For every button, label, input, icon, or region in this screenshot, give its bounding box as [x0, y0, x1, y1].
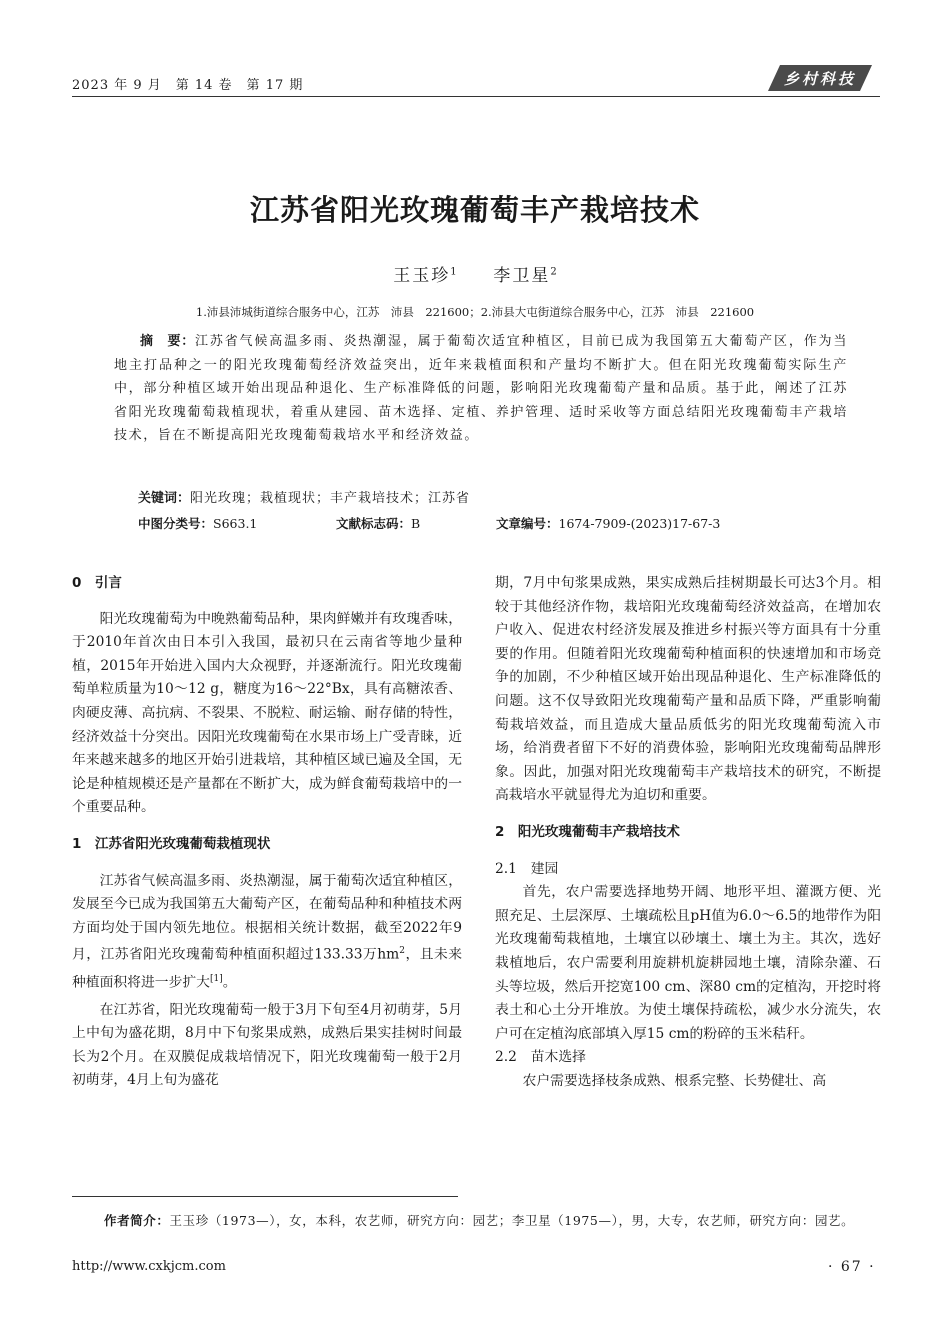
authors	[0, 261, 950, 286]
keywords	[138, 487, 470, 506]
document-code: 文献标志码：B	[336, 516, 421, 531]
footnote-rule	[72, 1196, 458, 1197]
article-number: 文章编号：1674-7909-(2023)17-67-3	[496, 516, 721, 531]
journal-url[interactable]: http://www.cxkjcm.com	[72, 1259, 226, 1274]
abstract	[114, 330, 848, 448]
article-title: 江苏省阳光玫瑰葡萄丰产栽培技术	[249, 193, 700, 227]
author-name: 王玉珍	[393, 266, 451, 286]
affiliations: 1.沛县沛城街道综合服务中心，江苏 沛县 221600；2.沛县大屯街道综合服务中心，江苏 沛县 221600	[195, 305, 755, 319]
author-affil-mark: 1	[450, 266, 457, 278]
paragraph: 阳光玫瑰葡萄为中晚熟葡萄品种，果肉鲜嫩并有玫瑰香味，于2010年首次由日本引入我国，最初只在云南省等地少量种植，2015年开始进入国内大众视野，并逐渐流行。阳光玫瑰葡萄单粒质量为10～12 g，糖度为16～22°Bx，具有高糖浓香、肉硬皮薄、高抗病、不裂果、不脱粒、耐运输、耐存储的特性，经济效益十分突出。因阳光玫瑰葡萄在水果市场上广受青睐，近年来越来越多的地区开始引进栽培，其种植区域已遍及全国，无论是种植规模还是产量都在不断扩大，成为鲜食葡萄栽培中的一个重要品种。	[72, 610, 462, 816]
right-column	[495, 572, 881, 1093]
paragraph: 江苏省气候高温多雨、炎热潮湿，属于葡萄次适宜种植区，发展至今已成为我国第五大葡萄产区，在葡萄品种和种植技术两方面均处于国内领先地位。根据相关统计数据，截至2022年9月，江苏省阳光玫瑰葡萄种植面积超过133.33万$hm^2$，且未来种植面积将进一步扩大[1]。	[72, 872, 462, 991]
section-heading: 0 引言	[72, 575, 122, 591]
footnote-text: 王玉珍（1973—），女，本科，农艺师，研究方向：园艺；李卫星（1975—），男，大专，农艺师，研究方向：园艺。	[169, 1213, 855, 1228]
section-heading: 1 江苏省阳光玫瑰葡萄栽植现状	[72, 835, 271, 852]
keywords-label: 关键词：	[138, 491, 191, 506]
author-name: 李卫星	[493, 266, 551, 286]
subsection-heading: 2.1 建园	[495, 860, 559, 877]
keywords-text: 阳光玫瑰；栽植现状；丰产栽培技术；江苏省	[190, 491, 471, 506]
clc-number: 中图分类号：S663.1	[138, 516, 258, 531]
paragraph: 农户需要选择枝条成熟、根系完整、长势健壮、高	[522, 1072, 827, 1089]
author-bio-footnote	[104, 1211, 854, 1229]
paragraph: 在江苏省，阳光玫瑰葡萄一般于3月下旬至4月初萌芽，5月上中旬为盛花期，8月中下旬浆果成熟，成熟后果实挂树时间最长为2个月。在双膜促成栽培情况下，阳光玫瑰葡萄一般于2月初萌芽，4月上旬为盛花	[72, 1001, 462, 1089]
footnote-label: 作者简介：	[104, 1213, 170, 1228]
paragraph: 首先，农户需要选择地势开阔、地形平坦、灌溉方便、光照充足、土层深厚、土壤疏松且pH值为6.0～6.5的地带作为阳光玫瑰葡萄栽植地，土壤宜以砂壤土、壤土为主。其次，选好栽植地后，农户需要利用旋耕机旋耕园地土壤，清除杂灌、石头等垃圾，然后开挖宽100 cm、深80 cm的定植沟，开挖时将表土和心土分开堆放。为使土壤保持疏松，减少水分流失，农户可在定植沟底部填入厚15 cm的粉碎的玉米秸秆。	[495, 884, 881, 1042]
abstract-text: 江苏省气候高温多雨、炎热潮湿，属于葡萄次适宜种植区，目前已成为我国第五大葡萄产区，作为当地主打品种之一的阳光玫瑰葡萄经济效益突出，近年来栽植面积和产量均不断扩大。但在阳光玫瑰葡萄实际生产中，部分种植区域开始出现品种退化、生产标准降低的问题，影响阳光玫瑰葡萄产量和品质。基于此，阐述了江苏省阳光玫瑰葡萄栽植现状，着重从建园、苗木选择、定植、养护管理、适时采收等方面总结阳光玫瑰葡萄丰产栽培技术，旨在不断提高阳光玫瑰葡萄栽培水平和经济效益。	[114, 334, 848, 444]
issue-info: 2023 年 9 月 第 14 卷 第 17 期	[72, 78, 304, 93]
section-heading: 2 阳光玫瑰葡萄丰产栽培技术	[495, 823, 680, 840]
citation: [1]	[209, 973, 223, 984]
page-number: · 67 ·	[828, 1259, 876, 1275]
paragraph: 期，7月中旬浆果成熟，果实成熟后挂树期最长可达3个月。相较于其他经济作物，栽培阳光玫瑰葡萄经济效益高，在增加农户收入、促进农村经济发展及推进乡村振兴等方面具有十分重要的作用。但随着阳光玫瑰葡萄种植面积的快速增加和市场竞争的加剧，不少种植区域开始出现品种退化、生产标准降低的问题。这不仅导致阳光玫瑰葡萄产量和品质下降，严重影响葡萄栽培效益，而且造成大量品质低劣的阳光玫瑰葡萄流入市场，给消费者留下不好的消费体验，影响阳光玫瑰葡萄品牌形象。因此，加强对阳光玫瑰葡萄丰产栽培技术的研究，不断提高栽培水平就显得尤为迫切和重要。	[495, 575, 881, 804]
journal-logo	[766, 63, 874, 93]
subsection-heading: 2.2 苗木选择	[495, 1049, 586, 1066]
left-column	[72, 572, 462, 1093]
header-rule	[72, 96, 880, 97]
abstract-label: 摘 要：	[140, 334, 195, 349]
journal-logo-text: 乡村科技	[783, 70, 857, 88]
author-affil-mark: 2	[550, 266, 557, 278]
